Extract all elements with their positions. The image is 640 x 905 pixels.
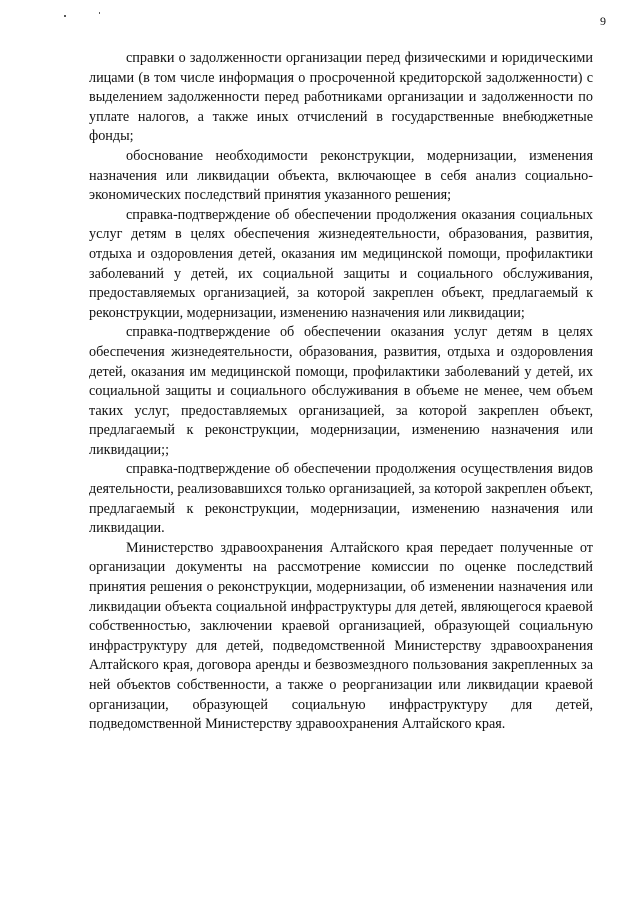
page-number: 9 <box>600 14 606 28</box>
paragraph-continuation-services: справка-подтверждение об обеспечении продолжения оказания социальных услуг детям в целях обеспечения жизнедеятельности, образования, развития, отдыха и оздоровления детей, оказания им медицинской помощи, профилактики заболеваний у детей, их социальной защиты и социального обслуживания, предоставляемых организацией, за которой закреплен объект, предлагаемый к реконструкции, модернизации, изменению назначения или ликвидации; <box>89 206 593 321</box>
paragraph-services-volume: справка-подтверждение об обеспечении оказания услуг детям в целях обеспечения жизнедеятельности, образования, развития, отдыха и оздоровления детей, оказания им медицинской помощи, профилактики заболеваний у детей, их социальной защиты и социального обслуживания в объеме не менее, чем объем таких услуг, предоставляемых организацией, за которой закреплен объект, предлагаемый к реконструкции, модернизации, изменению назначения или ликвидации;; <box>89 324 593 458</box>
scan-speck <box>64 15 66 17</box>
paragraph-debt-statement: справки о задолженности организации перед физическими и юридическими лицами (в том числе информация о просроченной кредиторской задолженности) с выделением задолженности перед работниками организации и задолженности по уплате налогов, а также иных отчислений в государственные внебюджетные фонды; <box>89 50 593 145</box>
paragraph-activities-continuation: справка-подтверждение об обеспечении продолжения осуществления видов деятельности, реализовавшихся только организацией, за которой закреплен объект, предлагаемый к реконструкции, модернизации, изменению назначения или ликвидации. <box>89 461 593 537</box>
paragraph-ministry-transfer: Министерство здравоохранения Алтайского края передает полученные от организации документы на рассмотрение комиссии по оценке последствий принятия решения о реконструкции, модернизации, об изменении назначения или ликвидации объекта социальной инфраструктуры для детей, являющегося краевой собственностью, заключении краевой организацией, образующей социальную инфраструктуру для детей, подведомственной Министерству здравоохранения Алтайского края, договора аренды и безвозмездного пользования закрепленных за ней объектов собственности, а также о реорганизации или ликвидации краевой организации, образующей социальную инфраструктуру для детей, подведомственной Министерству здравоохранения Алтайского края. <box>89 539 593 733</box>
scan-speck <box>99 12 100 14</box>
document-body <box>89 49 593 735</box>
paragraph-justification: обоснование необходимости реконструкции, модернизации, изменения назначения или ликвидации объекта, включающее в себя анализ социально-экономических последствий принятия указанного решения; <box>89 147 593 204</box>
